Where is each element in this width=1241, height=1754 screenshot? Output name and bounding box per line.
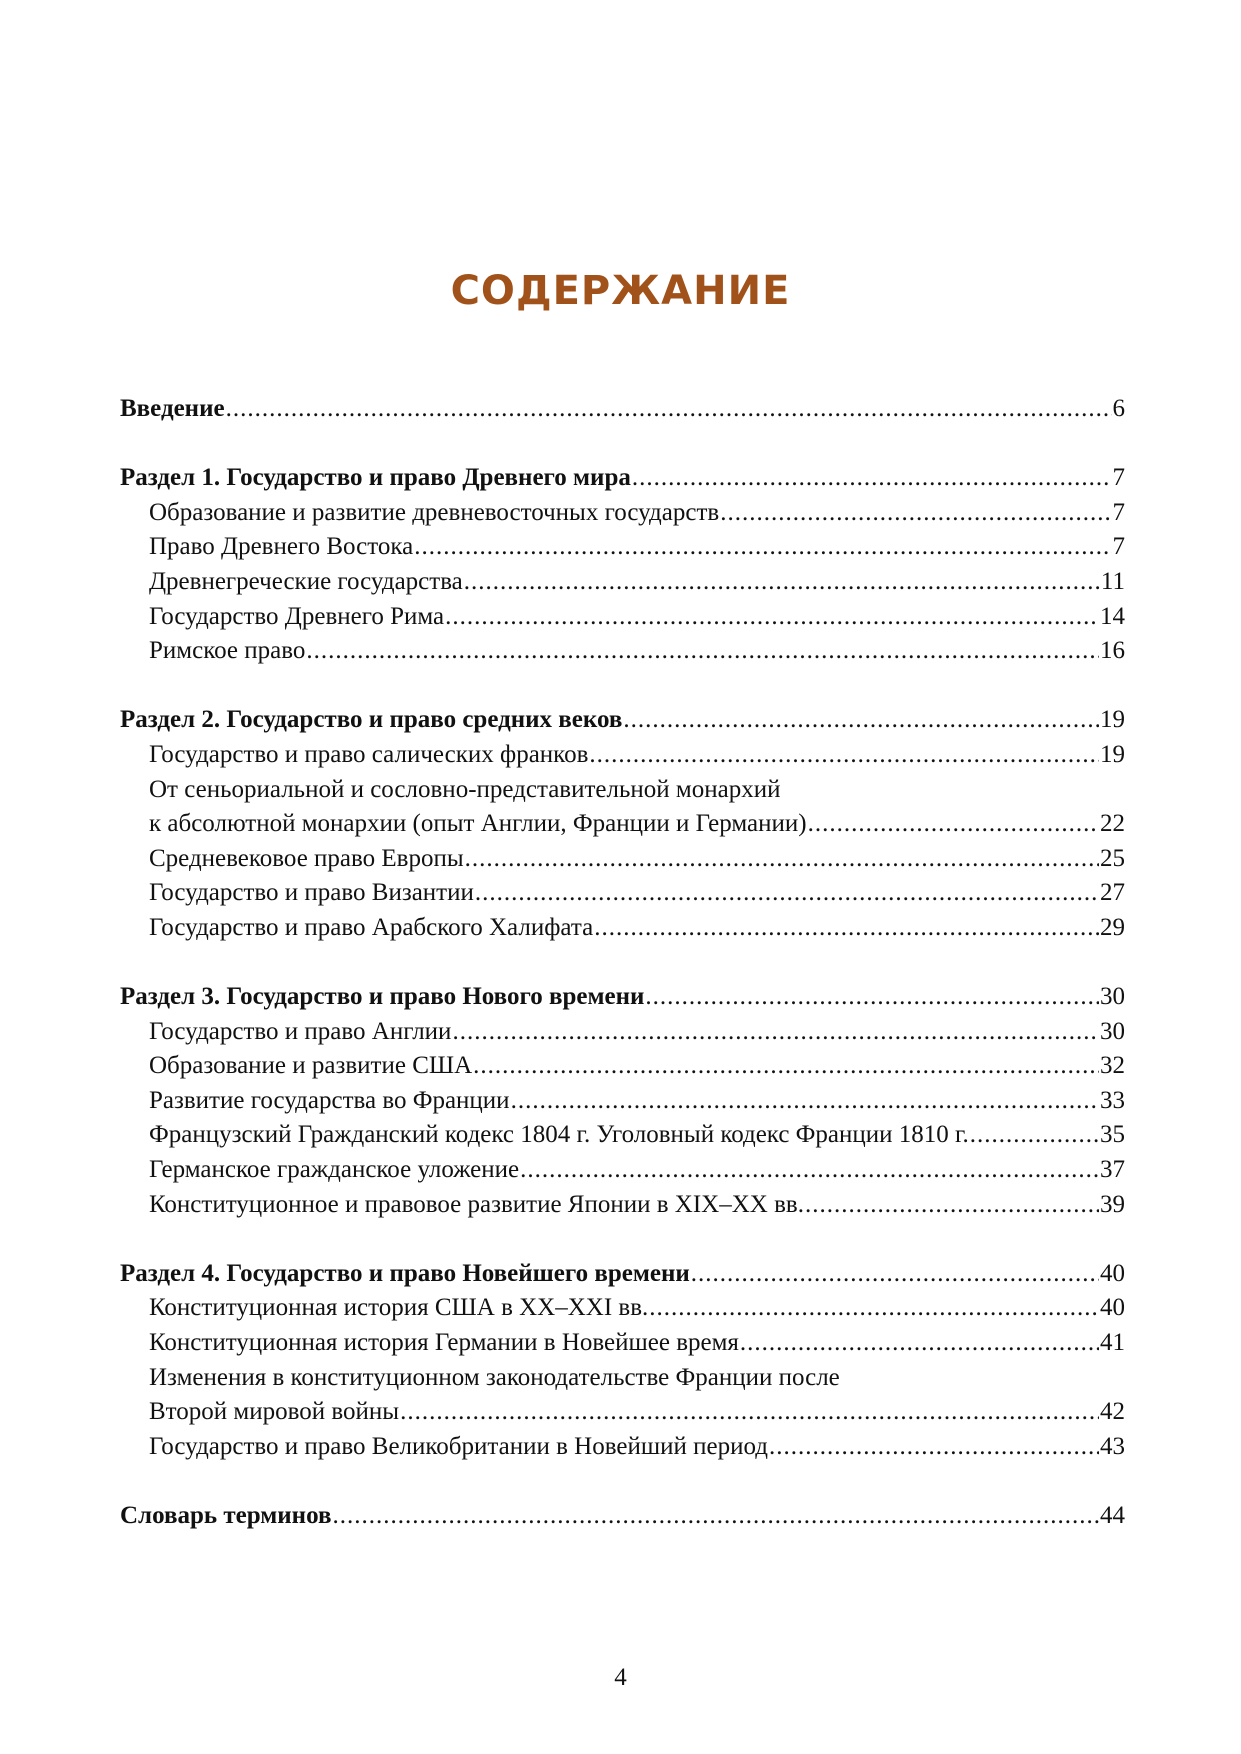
toc-entry[interactable] bbox=[120, 1118, 1125, 1153]
toc-dot-leader bbox=[465, 842, 1099, 877]
toc-spacer bbox=[120, 1464, 1125, 1499]
toc-dot-leader bbox=[475, 876, 1099, 911]
toc-section-entry[interactable] bbox=[120, 392, 1125, 427]
toc-dot-leader bbox=[414, 530, 1111, 565]
toc-entry[interactable] bbox=[120, 496, 1125, 531]
toc-section-entry[interactable] bbox=[120, 1499, 1125, 1534]
toc-dot-leader bbox=[452, 1015, 1099, 1050]
toc-entry-page: 19 bbox=[1100, 706, 1125, 734]
toc-entry[interactable] bbox=[120, 530, 1125, 565]
toc-entry[interactable] bbox=[120, 807, 1125, 842]
toc-entry-page: 40 bbox=[1100, 1294, 1125, 1322]
toc-dot-leader bbox=[464, 565, 1100, 600]
toc-entry-label: Раздел 3. Государство и право Нового времени bbox=[120, 983, 645, 1011]
toc-entry[interactable] bbox=[120, 1395, 1125, 1430]
toc-entry-label: Государство и право Византии bbox=[149, 879, 474, 907]
toc-entry-label: Введение bbox=[120, 395, 225, 422]
toc-entry-label: Средневековое право Европы bbox=[149, 844, 464, 872]
toc-entry[interactable] bbox=[120, 1361, 1125, 1396]
toc-entry-label: Раздел 4. Государство и право Новейшего времени bbox=[120, 1259, 690, 1287]
toc-entry-label: Конституционная история Германии в Новейшее время bbox=[149, 1329, 739, 1357]
toc-entry-page: 41 bbox=[1100, 1329, 1125, 1357]
toc-dot-leader bbox=[511, 1084, 1099, 1119]
toc-dot-leader bbox=[226, 392, 1112, 427]
toc-entry[interactable] bbox=[120, 1326, 1125, 1361]
toc-dot-leader bbox=[645, 980, 1099, 1015]
toc-entry-label: Государство Древнего Рима bbox=[149, 602, 445, 630]
toc-dot-leader bbox=[589, 738, 1099, 773]
toc-entry-label: Образование и развитие США bbox=[149, 1052, 473, 1080]
toc-entry-label: Государство и право Англии bbox=[149, 1017, 452, 1045]
toc-entry-page: 25 bbox=[1100, 844, 1125, 872]
toc-entry-page: 43 bbox=[1100, 1432, 1125, 1460]
toc-entry-page: 33 bbox=[1100, 1086, 1125, 1114]
toc-section-entry[interactable] bbox=[120, 461, 1125, 496]
toc-entry-page: 40 bbox=[1100, 1259, 1125, 1287]
toc-dot-leader bbox=[445, 600, 1099, 635]
toc-dot-leader bbox=[520, 1153, 1099, 1188]
toc-dot-leader bbox=[332, 1499, 1099, 1534]
toc-section-entry[interactable] bbox=[120, 1257, 1125, 1292]
toc-entry-page: 6 bbox=[1112, 395, 1125, 422]
toc-entry[interactable] bbox=[120, 773, 1125, 808]
toc-entry-page: 37 bbox=[1100, 1156, 1125, 1184]
page-title: СОДЕРЖАНИЕ bbox=[450, 268, 791, 314]
toc-entry[interactable] bbox=[120, 842, 1125, 877]
toc-dot-leader bbox=[720, 496, 1111, 531]
toc-entry[interactable] bbox=[120, 1015, 1125, 1050]
page-number: 4 bbox=[614, 1664, 627, 1691]
toc-entry[interactable] bbox=[120, 1084, 1125, 1119]
toc-entry-page: 16 bbox=[1100, 637, 1125, 665]
toc-entry-label: Древнегреческие государства bbox=[149, 567, 463, 595]
toc-spacer bbox=[120, 946, 1125, 981]
toc-dot-leader bbox=[808, 807, 1099, 842]
toc-dot-leader bbox=[632, 461, 1112, 496]
toc-entry[interactable] bbox=[120, 911, 1125, 946]
toc-entry-label: Второй мировой войны bbox=[149, 1398, 400, 1426]
toc-dot-leader bbox=[691, 1257, 1099, 1292]
toc-entry[interactable] bbox=[120, 600, 1125, 635]
toc-entry-page: 19 bbox=[1100, 740, 1125, 768]
toc-entry[interactable] bbox=[120, 876, 1125, 911]
toc-entry-page: 11 bbox=[1100, 567, 1125, 595]
toc-dot-leader bbox=[970, 1118, 1099, 1153]
toc-entry-label: Государство и право салических франков bbox=[149, 740, 589, 768]
toc-entry-label: Образование и развитие древневосточных государств bbox=[149, 498, 720, 526]
toc-entry-page: 42 bbox=[1100, 1398, 1125, 1426]
toc-spacer bbox=[120, 1222, 1125, 1257]
toc-entry-label: Государство и право Великобритании в Новейший период bbox=[149, 1432, 768, 1460]
table-of-contents bbox=[120, 392, 1125, 1534]
toc-entry-page: 30 bbox=[1100, 983, 1125, 1011]
toc-entry-page: 29 bbox=[1100, 913, 1125, 941]
toc-entry-page: 32 bbox=[1100, 1052, 1125, 1080]
toc-entry-page: 7 bbox=[1112, 498, 1125, 526]
toc-dot-leader bbox=[769, 1430, 1099, 1465]
toc-entry-page: 27 bbox=[1100, 879, 1125, 907]
toc-entry-page: 14 bbox=[1100, 602, 1125, 630]
toc-section-entry[interactable] bbox=[120, 980, 1125, 1015]
toc-entry-page: 44 bbox=[1100, 1502, 1125, 1529]
toc-entry[interactable] bbox=[120, 1153, 1125, 1188]
toc-entry-label: Государство и право Арабского Халифата bbox=[149, 913, 594, 941]
toc-entry-label: Римское право bbox=[149, 637, 306, 665]
toc-dot-leader bbox=[473, 1049, 1099, 1084]
toc-entry-label: Конституционное и правовое развитие Японии в XIX–XX вв. bbox=[149, 1190, 804, 1218]
toc-entry[interactable] bbox=[120, 1049, 1125, 1084]
toc-entry-page: 7 bbox=[1112, 464, 1125, 492]
toc-entry[interactable] bbox=[120, 1291, 1125, 1326]
toc-spacer bbox=[120, 427, 1125, 462]
toc-entry-page: 30 bbox=[1100, 1017, 1125, 1045]
toc-entry-page: 7 bbox=[1112, 533, 1125, 561]
toc-entry-page: 35 bbox=[1100, 1121, 1125, 1149]
toc-dot-leader bbox=[740, 1326, 1099, 1361]
toc-entry-label: Раздел 1. Государство и право Древнего мира bbox=[120, 464, 631, 492]
toc-entry-label: к абсолютной монархии (опыт Англии, Франции и Германии) bbox=[149, 810, 807, 838]
toc-dot-leader bbox=[623, 703, 1099, 738]
toc-entry[interactable] bbox=[120, 738, 1125, 773]
toc-entry-label: Изменения в конституционном законодательстве Франции после bbox=[149, 1363, 840, 1391]
toc-entry[interactable] bbox=[120, 565, 1125, 600]
toc-spacer bbox=[120, 669, 1125, 704]
toc-entry-label: Французский Гражданский кодекс 1804 г. Уголовный кодекс Франции 1810 г. bbox=[149, 1121, 969, 1149]
toc-dot-leader bbox=[306, 634, 1099, 669]
toc-entry-label: Развитие государства во Франции bbox=[149, 1086, 510, 1114]
toc-entry-label: Германское гражданское уложение bbox=[149, 1156, 520, 1184]
toc-entry-page: 39 bbox=[1100, 1190, 1125, 1218]
toc-dot-leader bbox=[805, 1188, 1099, 1223]
toc-dot-leader bbox=[594, 911, 1099, 946]
toc-entry-label: От сеньориальной и сословно-представительной монархий bbox=[149, 775, 781, 803]
toc-entry[interactable] bbox=[120, 1430, 1125, 1465]
toc-entry[interactable] bbox=[120, 634, 1125, 669]
toc-entry[interactable] bbox=[120, 1188, 1125, 1223]
toc-entry-label: Конституционная история США в XX–XXI вв. bbox=[149, 1294, 649, 1322]
toc-section-entry[interactable] bbox=[120, 703, 1125, 738]
toc-dot-leader bbox=[400, 1395, 1099, 1430]
toc-entry-page: 22 bbox=[1100, 810, 1125, 838]
toc-entry-label: Раздел 2. Государство и право средних веков bbox=[120, 706, 623, 734]
toc-entry-label: Словарь терминов bbox=[120, 1502, 332, 1529]
toc-dot-leader bbox=[649, 1291, 1099, 1326]
toc-entry-label: Право Древнего Востока bbox=[149, 533, 414, 561]
